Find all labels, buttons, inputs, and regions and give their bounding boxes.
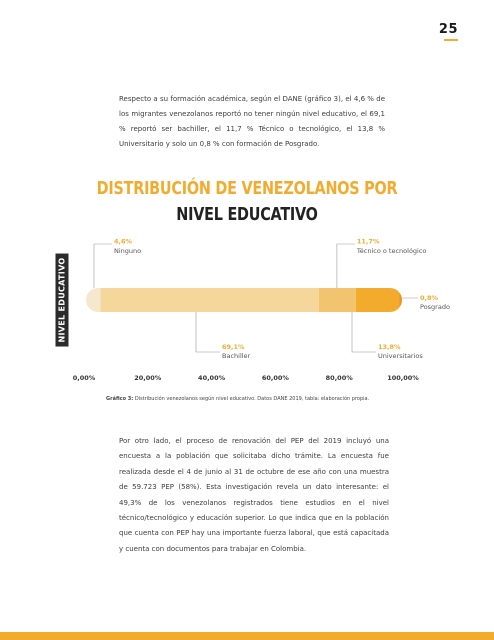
leader-line-bachiller bbox=[196, 312, 220, 352]
x-tick-label: 100,00% bbox=[387, 374, 419, 382]
chart-y-axis-label: NIVEL EDUCATIVO bbox=[56, 253, 69, 346]
caption-text: Distribución venezolanos según nivel educativo. Datos DANE 2019, tabla: elaboración propia. bbox=[133, 396, 370, 402]
bar-segment-t-cnico-o-tecnol-gico bbox=[319, 288, 356, 312]
x-tick-label: 20,00% bbox=[134, 374, 162, 382]
bar-segment-universitarios bbox=[356, 288, 400, 312]
caption-prefix: Gráfico 3: bbox=[106, 396, 134, 402]
bar-group bbox=[86, 288, 402, 312]
footer-accent-bar bbox=[0, 632, 494, 640]
category-label-bachiller: Bachiller bbox=[222, 352, 251, 360]
category-label-posgrado: Posgrado bbox=[420, 303, 450, 311]
category-label-t-cnico-o-tecnol-gico: Técnico o tecnológico bbox=[356, 247, 427, 255]
x-tick-label: 40,00% bbox=[198, 374, 226, 382]
value-label-bachiller: 69,1% bbox=[222, 343, 245, 351]
category-label-universitarios: Universitarios bbox=[378, 352, 423, 360]
value-label-ninguno: 4,6% bbox=[114, 237, 133, 246]
x-tick-label: 80,00% bbox=[325, 374, 353, 382]
chart-title-line1: DISTRIBUCIÓN DE VENEZOLANOS POR bbox=[96, 178, 398, 199]
chart-caption bbox=[106, 396, 426, 402]
x-tick-label: 0,00% bbox=[72, 374, 96, 382]
intro-paragraph: Respecto a su formación académica, según el DANE (gráfico 3), el 4,6 % de los migrantes venezolanos reportó no tener ningún nivel educativo, el 69,1 % reportó ser bachiller, el 11,7 % Técnico o tecnológico, el 13,8 % Universitario y solo un 0,8 % con formación de Posgrado. bbox=[119, 95, 385, 148]
chart-title-line2: NIVEL EDUCATIVO bbox=[176, 204, 318, 225]
bar-segment-bachiller bbox=[101, 288, 319, 312]
page-number: 25 bbox=[438, 22, 458, 37]
bar-segment-ninguno bbox=[86, 288, 101, 312]
value-label-universitarios: 13,8% bbox=[378, 343, 401, 351]
leader-line-universitarios bbox=[352, 312, 376, 352]
leader-line-t-cnico-o-tecnol-gico bbox=[337, 244, 355, 288]
x-tick-label: 60,00% bbox=[261, 374, 289, 382]
leader-line-ninguno bbox=[94, 244, 112, 288]
bar-segment-posgrado bbox=[399, 288, 402, 312]
value-label-t-cnico-o-tecnol-gico: 11,7% bbox=[356, 237, 380, 246]
value-label-posgrado: 0,8% bbox=[420, 294, 439, 302]
second-paragraph: Por otro lado, el proceso de renovación del PEP del 2019 incluyó una encuesta a la población que solicitaba dicho trámite. La encuesta fue realizada desde el 4 de junio al 31 de octubre de ese año con una muestra de 59.723 PEP (58%). Esta investigación revela un dato interesante: el 49,3% de los venezolanos registrados tiene estudios en el nivel técnico/tecnológico y educación superior. Lo que indica que en la población que cuenta con PEP hay una importante fuerza laboral, que está capacitada y cuenta con documentos para trabajar en Colombia. bbox=[119, 437, 389, 553]
category-label-ninguno: Ninguno bbox=[114, 247, 142, 255]
